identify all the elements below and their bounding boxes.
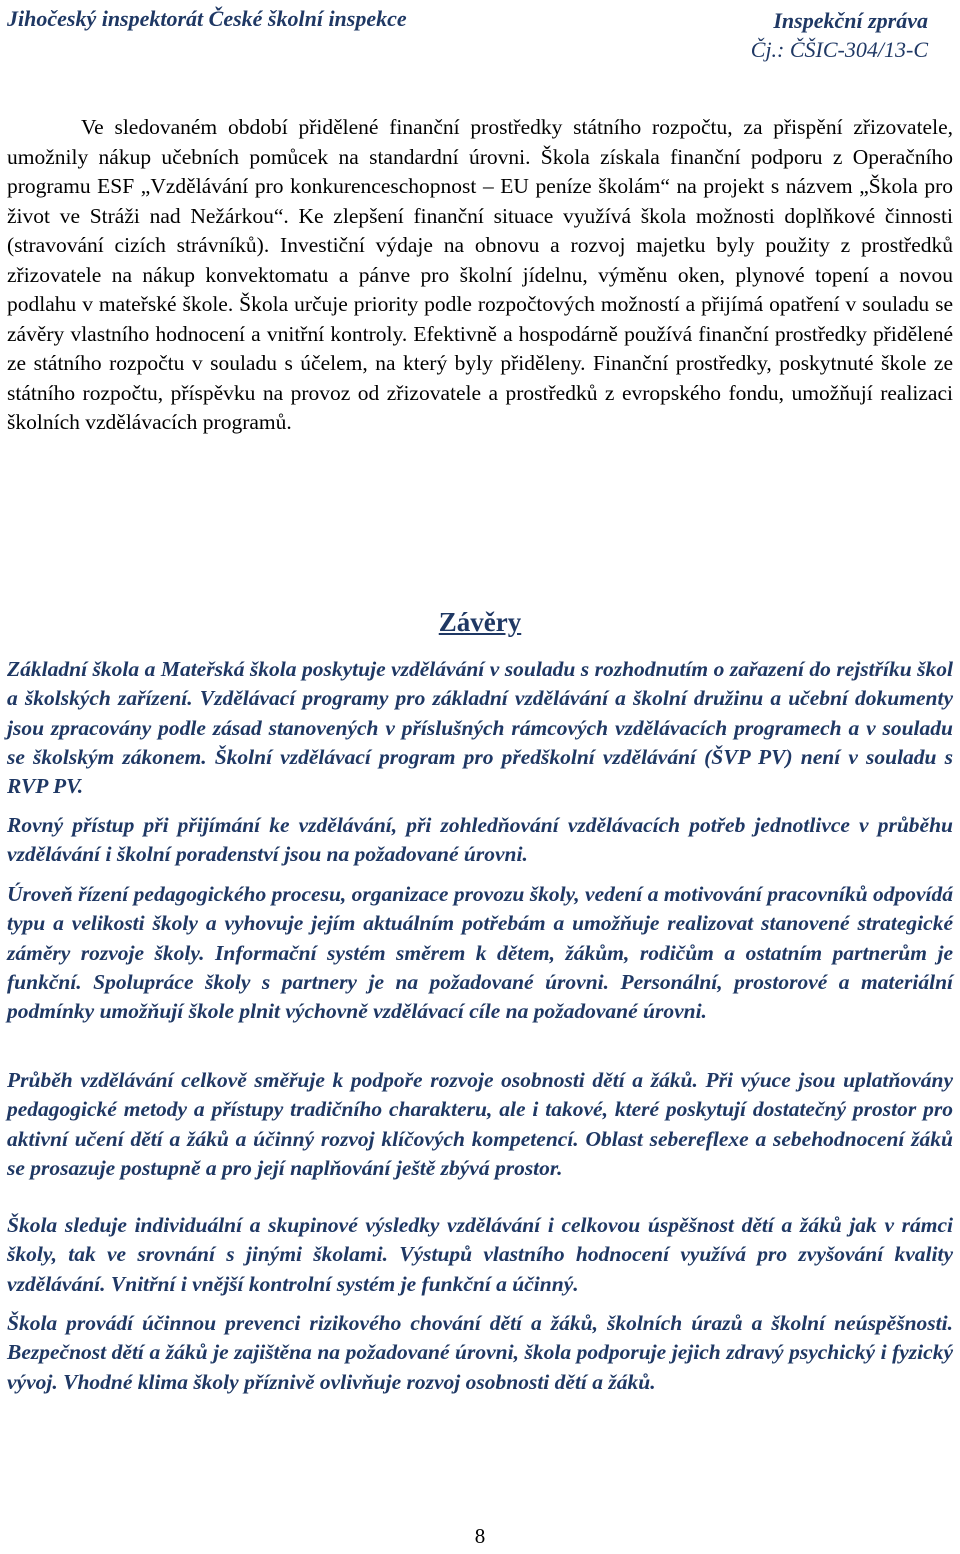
conclusion-paragraph-3: Úroveň řízení pedagogického procesu, organizace provozu školy, vedení a motivování pracovníků odpovídá typu a velikosti školy a vyhovuje jejím aktuálním potřebám a umožňuje realizovat stanovené strategické záměry rozvoje školy. Informační systém směrem k dětem, žákům, rodičům a ostatním partnerům je funkční. Spolupráce školy s partnery je na požadované úrovni. Personální, prostorové a materiální podmínky umožňují škole plnit výchovně vzdělávací cíle na požadované úrovni. xyxy=(7,882,953,1024)
conclusion-paragraph-1: Základní škola a Mateřská škola poskytuje vzdělávání v souladu s rozhodnutím o zařazení do rejstříku škol a školských zařízení. Vzdělávací programy pro základní vzdělávání a školní družinu a učební dokumenty jsou zpracovány podle zásad stanovených v příslušných rámcových vzdělávacích programech a v souladu se školským zákonem. Školní vzdělávací program pro předškolní vzdělávání (ŠVP PV) není v souladu s RVP PV. xyxy=(7,657,953,799)
page-number: 8 xyxy=(474,1524,486,1548)
conclusion-paragraph-4: Průběh vzdělávání celkově směřuje k podpoře rozvoje osobnosti dětí a žáků. Při výuce jsou uplatňovány pedagogické metody a přístupy tradičního charakteru, ale i takové, které poskytují dostatečný prostor pro aktivní učení dětí a žáků a účinný rozvoj klíčových kompetencí. Oblast sebereflexe a sebehodnocení žáků se prosazuje postupně a pro její naplňování ještě zbývá prostor. xyxy=(7,1068,953,1180)
conclusions-heading: Závěry xyxy=(438,607,522,637)
header-report-title: Inspekční zpráva xyxy=(773,8,928,33)
finance-paragraph: Ve sledovaném období přidělené finanční prostředky státního rozpočtu, za přispění zřizovatele, umožnily nákup učebních pomůcek na standardní úrovni. Škola získala finanční podporu z Operačního programu ESF „Vzdělávání pro konkurenceschopnost – EU peníze školám“ na projekt s názvem „Škola pro život ve Stráži nad Nežárkou“. Ke zlepšení finanční situace využívá škola možnosti doplňkové činnosti (stravování cizích strávníků). Investiční výdaje na obnovu a rozvoj majetku byly použity z prostředků zřizovatele na nákup konvektomatu a pánve pro školní jídelnu, výměnu oken, plynové topení a novou podlahu v mateřské škole. Škola určuje priority podle rozpočtových možností a přijímá opatření v souladu se závěry vlastního hodnocení a vnitřní kontroly. Efektivně a hospodárně používá finanční prostředky přidělené ze státního rozpočtu v souladu s účelem, na který byly přiděleny. Finanční prostředky, poskytnuté škole ze státního rozpočtu, příspěvku na provoz od zřizovatele a prostředků z evropského fondu, umožňují realizaci školních vzdělávacích programů. xyxy=(7,115,953,434)
conclusion-paragraph-5: Škola sleduje individuální a skupinové výsledky vzdělávání i celkovou úspěšnost dětí a žáků jak v rámci školy, tak ve srovnání s jinými školami. Výstupů vlastního hodnocení využívá pro zvyšování kvality vzdělávání. Vnitřní i vnější kontrolní systém je funkční a účinný. xyxy=(7,1213,953,1296)
header-report-info xyxy=(751,6,928,64)
header-reference-number: Čj.: ČŠIC-304/13-C xyxy=(750,37,928,62)
conclusion-paragraph-2: Rovný přístup při přijímání ke vzdělávání, při zohledňování vzdělávacích potřeb jednotlivce v průběhu vzdělávání i školní poradenství jsou na požadované úrovni. xyxy=(7,813,953,867)
header-inspectorate: Jihočeský inspektorát České školní inspekce xyxy=(7,6,407,31)
conclusion-paragraph-6: Škola provádí účinnou prevenci rizikového chování dětí a žáků, školních úrazů a školní neúspěšnosti. Bezpečnost dětí a žáků je zajištěna na požadované úrovni, škola podporuje jejich zdravý psychický i fyzický vývoj. Vhodné klima školy příznivě ovlivňuje rozvoj osobnosti dětí a žáků. xyxy=(7,1311,953,1394)
